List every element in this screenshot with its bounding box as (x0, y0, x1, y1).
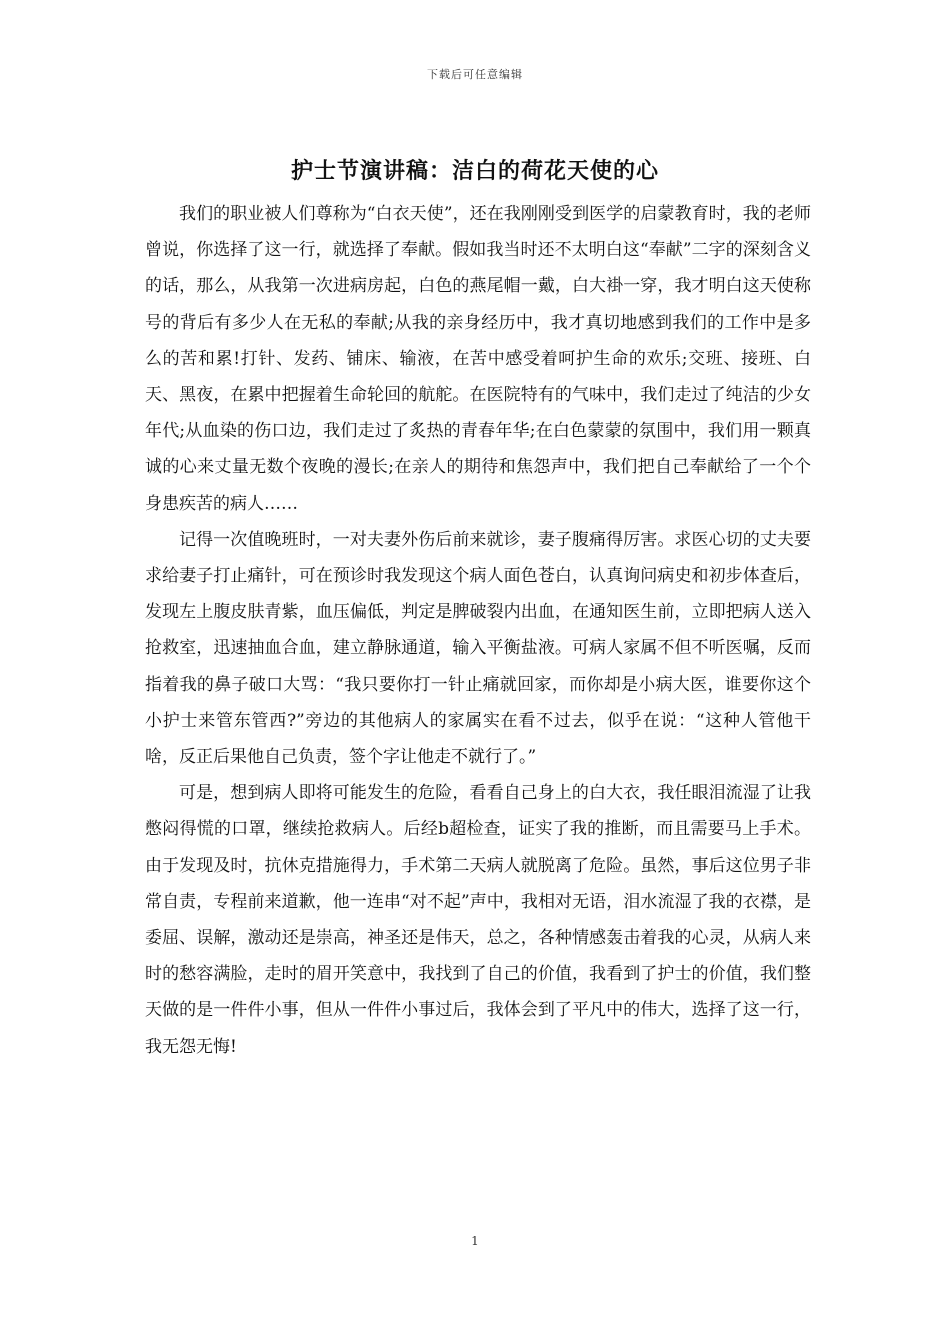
paragraph-2: 记得一次值晚班时，一对夫妻外伤后前来就诊，妻子腹痛得厉害。求医心切的丈夫要求给妻子打止痛针，可在预诊时我发现这个病人面色苍白，认真询问病史和初步体查后，发现左上腹皮肤青紫，血压偏低，判定是脾破裂内出血，在通知医生前，立即把病人送入抢救室，迅速抽血合血，建立静脉通道，输入平衡盐液。可病人家属不但不听医嘱，反而指着我的鼻子破口大骂：“我只要你打一针止痛就回家，而你却是小病大医，谁要你这个小护士来管东管西?”旁边的其他病人的家属实在看不过去，似乎在说：“这种人管他干啥，反正后果他自己负责，签个字让他走不就行了。” (145, 529, 811, 768)
document-body (145, 196, 811, 1065)
paragraph-1: 我们的职业被人们尊称为“白衣天使”，还在我刚刚受到医学的启蒙教育时，我的老师曾说，你选择了这一行，就选择了奉献。假如我当时还不太明白这“奉献”二字的深刻含义的话，那么，从我第一次进病房起，白色的燕尾帽一戴，白大褂一穿，我才明白这天使称号的背后有多少人在无私的奉献;从我的亲身经历中，我才真切地感到我们的工作中是多么的苦和累!打针、发药、铺床、输液，在苦中感受着呵护生命的欢乐;交班、接班、白天、黑夜，在累中把握着生命轮回的航舵。在医院特有的气味中，我们走过了纯洁的少女年代;从血染的伤口边，我们走过了炙热的青春年华;在白色蒙蒙的氛围中，我们用一颗真诚的心来丈量无数个夜晚的漫长;在亲人的期待和焦怨声中，我们把自己奉献给了一个个身患疾苦的病人…… (145, 204, 811, 514)
page-number: 1 (471, 1234, 479, 1248)
paragraph-3: 可是，想到病人即将可能发生的危险，看看自己身上的白大衣，我任眼泪流湿了让我憋闷得慌的口罩，继续抢救病人。后经b超检查，证实了我的推断，而且需要马上手术。由于发现及时，抗休克措施得力，手术第二天病人就脱离了危险。虽然，事后这位男子非常自责，专程前来道歉，他一连串“对不起”声中，我相对无语，泪水流湿了我的衣襟，是委屈、误解，激动还是崇高，神圣还是伟天，总之，各种情感轰击着我的心灵，从病人来时的愁容满脸，走时的眉开笑意中，我找到了自己的价值，我看到了护士的价值，我们整天做的是一件件小事，但从一件件小事过后，我体会到了平凡中的伟大，选择了这一行，我无怨无悔! (145, 783, 811, 1057)
header-note: 下载后可任意编辑 (427, 68, 523, 81)
document-title: 护士节演讲稿：洁白的荷花天使的心 (290, 158, 659, 184)
